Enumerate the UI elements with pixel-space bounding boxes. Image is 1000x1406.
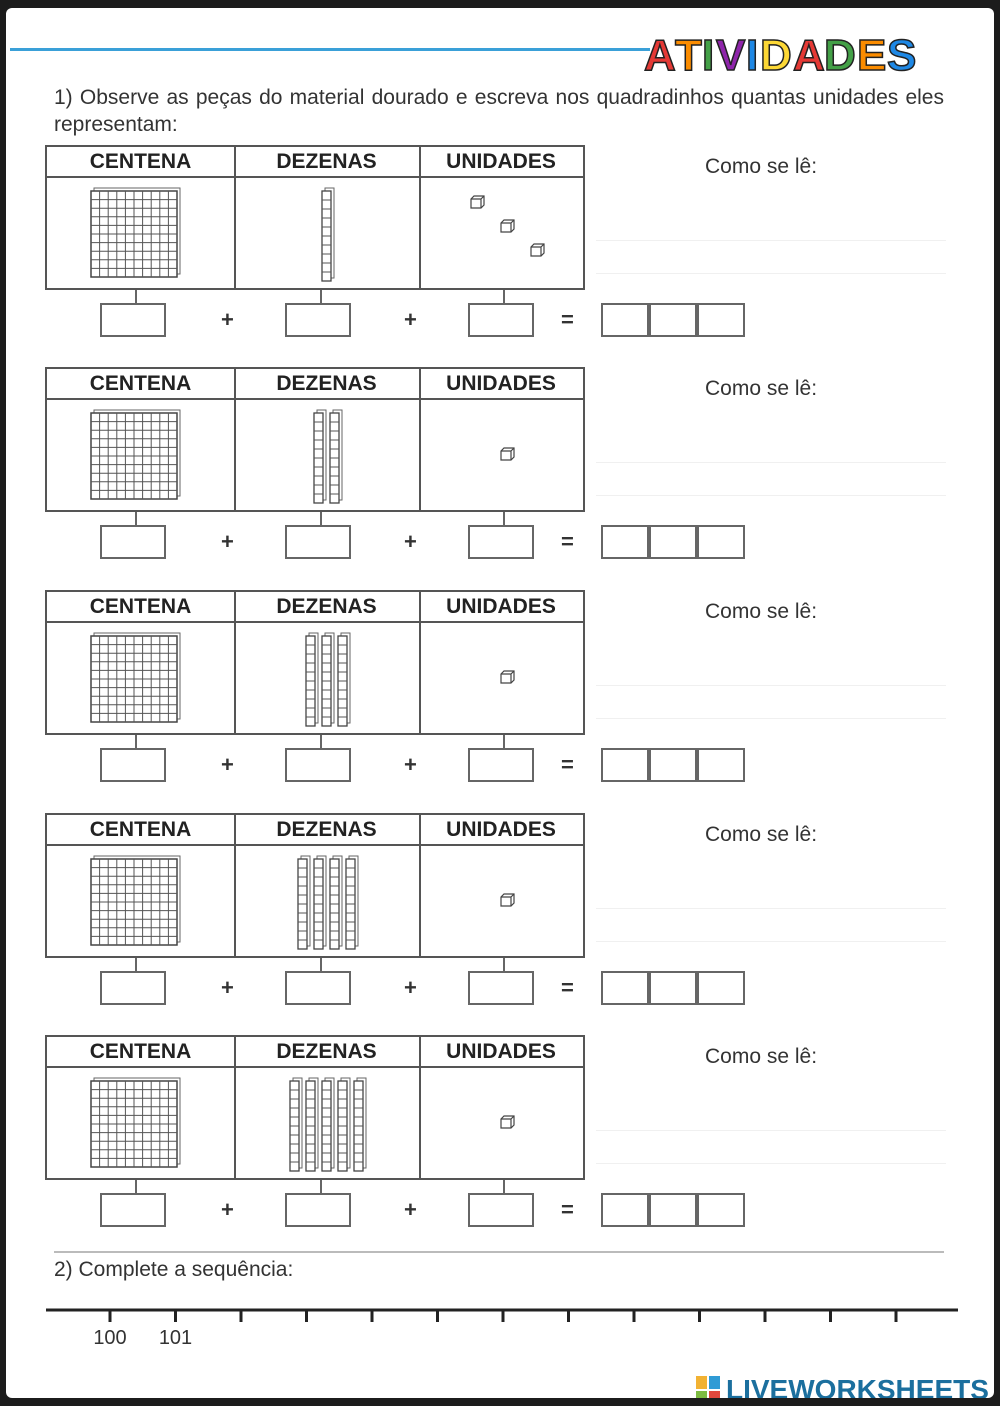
plus-sign: + xyxy=(404,752,417,777)
dezena-rod xyxy=(338,633,350,726)
result-digit-box[interactable] xyxy=(649,748,697,782)
number-line-label: 101 xyxy=(158,1327,193,1349)
header-centena: CENTENA xyxy=(47,369,234,400)
centena-flat xyxy=(91,410,180,499)
dezena-rod xyxy=(322,633,334,726)
connector-stem xyxy=(503,958,505,972)
material-dourado-blocks xyxy=(47,178,583,290)
svg-text:I: I xyxy=(746,31,759,80)
connector-stem xyxy=(320,735,322,749)
plus-sign: + xyxy=(221,752,234,777)
material-dourado-blocks xyxy=(47,400,583,512)
centena-flat xyxy=(91,188,180,277)
material-dourado-blocks xyxy=(47,623,583,735)
answer-guide-line xyxy=(596,273,946,274)
header-unidades: UNIDADES xyxy=(419,1037,583,1068)
svg-text:D: D xyxy=(824,31,856,80)
plus-sign: + xyxy=(221,975,234,1000)
answer-guide-line xyxy=(596,908,946,909)
dezena-rod xyxy=(346,856,358,949)
result-digit-box[interactable] xyxy=(601,303,649,337)
answer-guide-line xyxy=(596,718,946,719)
answer-guide-line xyxy=(596,240,946,241)
centena-answer-box[interactable] xyxy=(100,748,166,782)
place-value-table xyxy=(45,367,585,512)
connector-stem xyxy=(135,735,137,749)
svg-text:E: E xyxy=(857,31,887,80)
svg-text:S: S xyxy=(887,31,917,80)
dezena-rod xyxy=(306,1078,318,1171)
result-digit-box[interactable] xyxy=(649,525,697,559)
liveworksheets-brand xyxy=(696,1374,994,1398)
connector-stem xyxy=(503,1180,505,1194)
place-value-table xyxy=(45,145,585,290)
answer-guide-line xyxy=(596,495,946,496)
worksheet-page xyxy=(6,8,994,1398)
dezena-rod xyxy=(306,633,318,726)
material-dourado-blocks xyxy=(47,846,583,958)
svg-text:A: A xyxy=(644,31,676,80)
place-value-table xyxy=(45,1035,585,1180)
plus-sign: + xyxy=(404,529,417,554)
svg-text:T: T xyxy=(675,31,702,80)
unidades-answer-box[interactable] xyxy=(468,303,534,337)
connector-stem xyxy=(320,958,322,972)
question-2-text: 2) Complete a sequência: xyxy=(54,1258,294,1281)
result-digit-box[interactable] xyxy=(601,525,649,559)
como-se-le-label: Como se lê: xyxy=(705,600,818,623)
equals-sign: = xyxy=(561,529,574,554)
header-unidades: UNIDADES xyxy=(419,815,583,846)
plus-sign: + xyxy=(221,529,234,554)
plus-sign: + xyxy=(404,975,417,1000)
result-digit-box[interactable] xyxy=(697,971,745,1005)
unidade-cube xyxy=(471,196,484,208)
header-dezenas: DEZENAS xyxy=(234,147,419,178)
answer-guide-line xyxy=(596,1163,946,1164)
unidade-cube xyxy=(501,448,514,460)
dezena-rod xyxy=(314,410,326,503)
dezena-rod xyxy=(322,1078,334,1171)
svg-text:V: V xyxy=(716,31,746,80)
header-unidades: UNIDADES xyxy=(419,147,583,178)
equals-sign: = xyxy=(561,752,574,777)
unidade-cube xyxy=(501,671,514,683)
dezena-rod xyxy=(322,188,334,281)
unidade-cube xyxy=(501,1116,514,1128)
dezenas-answer-box[interactable] xyxy=(285,303,351,337)
svg-text:I: I xyxy=(702,31,715,80)
header-centena: CENTENA xyxy=(47,815,234,846)
result-digit-box[interactable] xyxy=(601,971,649,1005)
result-digit-box[interactable] xyxy=(601,1193,649,1227)
unidades-answer-box[interactable] xyxy=(468,525,534,559)
liveworksheets-icon xyxy=(696,1376,722,1398)
section-divider xyxy=(54,1251,954,1253)
dezena-rod xyxy=(338,1078,350,1171)
result-digit-box[interactable] xyxy=(601,748,649,782)
dezenas-answer-box[interactable] xyxy=(285,525,351,559)
number-line-label: 100 xyxy=(93,1327,127,1349)
connector-stem xyxy=(320,1180,322,1194)
result-digit-box[interactable] xyxy=(697,1193,745,1227)
header-dezenas: DEZENAS xyxy=(234,592,419,623)
equals-sign: = xyxy=(561,1197,574,1222)
connector-stem xyxy=(320,512,322,526)
connector-stem xyxy=(135,512,137,526)
header-centena: CENTENA xyxy=(47,1037,234,1068)
place-value-table xyxy=(45,813,585,958)
connector-stem xyxy=(135,958,137,972)
answer-guide-line xyxy=(596,1130,946,1131)
connector-stem xyxy=(503,735,505,749)
result-digit-box[interactable] xyxy=(697,303,745,337)
header-rule xyxy=(10,48,650,51)
plus-sign: + xyxy=(221,307,234,332)
unidades-answer-box[interactable] xyxy=(468,1193,534,1227)
dezenas-answer-box[interactable] xyxy=(285,971,351,1005)
result-digit-box[interactable] xyxy=(649,971,697,1005)
connector-stem xyxy=(503,512,505,526)
plus-sign: + xyxy=(404,1197,417,1222)
dezena-rod xyxy=(330,856,342,949)
connector-stem xyxy=(503,290,505,304)
plus-sign: + xyxy=(404,307,417,332)
result-digit-box[interactable] xyxy=(697,525,745,559)
unidade-cube xyxy=(501,894,514,906)
result-digit-box[interactable] xyxy=(649,303,697,337)
result-digit-box[interactable] xyxy=(697,748,745,782)
number-line xyxy=(46,1298,966,1358)
answer-guide-line xyxy=(596,685,946,686)
dezena-rod xyxy=(314,856,326,949)
dezena-rod xyxy=(330,410,342,503)
unidades-answer-box[interactable] xyxy=(468,748,534,782)
connector-stem xyxy=(135,290,137,304)
header-dezenas: DEZENAS xyxy=(234,1037,419,1068)
dezena-rod xyxy=(298,856,310,949)
result-digit-box[interactable] xyxy=(649,1193,697,1227)
centena-answer-box[interactable] xyxy=(100,1193,166,1227)
material-dourado-blocks xyxy=(47,1068,583,1180)
dezenas-answer-box[interactable] xyxy=(285,1193,351,1227)
como-se-le-label: Como se lê: xyxy=(705,377,818,400)
como-se-le-label: Como se lê: xyxy=(705,823,818,846)
como-se-le-label: Como se lê: xyxy=(705,1045,818,1068)
dezena-rod xyxy=(290,1078,302,1171)
centena-answer-box[interactable] xyxy=(100,303,166,337)
header-centena: CENTENA xyxy=(47,592,234,623)
dezena-rod xyxy=(354,1078,366,1171)
centena-flat xyxy=(91,1078,180,1167)
question-1-text: 1) Observe as peças do material dourado e escreva nos quadradinhos quantas unidades eles representam: xyxy=(54,86,944,136)
equals-sign: = xyxy=(561,975,574,1000)
unidade-cube xyxy=(531,244,544,256)
connector-stem xyxy=(320,290,322,304)
plus-sign: + xyxy=(221,1197,234,1222)
svg-text:A: A xyxy=(793,31,825,80)
unidades-answer-box[interactable] xyxy=(468,971,534,1005)
header-unidades: UNIDADES xyxy=(419,592,583,623)
header-dezenas: DEZENAS xyxy=(234,369,419,400)
atividades-logo xyxy=(642,24,972,84)
centena-flat xyxy=(91,633,180,722)
dezenas-answer-box[interactable] xyxy=(285,748,351,782)
answer-guide-line xyxy=(596,941,946,942)
header-centena: CENTENA xyxy=(47,147,234,178)
centena-answer-box[interactable] xyxy=(100,971,166,1005)
connector-stem xyxy=(135,1180,137,1194)
place-value-table xyxy=(45,590,585,735)
equals-sign: = xyxy=(561,307,574,332)
header-dezenas: DEZENAS xyxy=(234,815,419,846)
answer-guide-line xyxy=(596,462,946,463)
como-se-le-label: Como se lê: xyxy=(705,155,818,178)
unidade-cube xyxy=(501,220,514,232)
svg-text:D: D xyxy=(760,31,792,80)
header-unidades: UNIDADES xyxy=(419,369,583,400)
centena-answer-box[interactable] xyxy=(100,525,166,559)
liveworksheets-label: LIVEWORKSHEETS xyxy=(726,1374,989,1398)
centena-flat xyxy=(91,856,180,945)
